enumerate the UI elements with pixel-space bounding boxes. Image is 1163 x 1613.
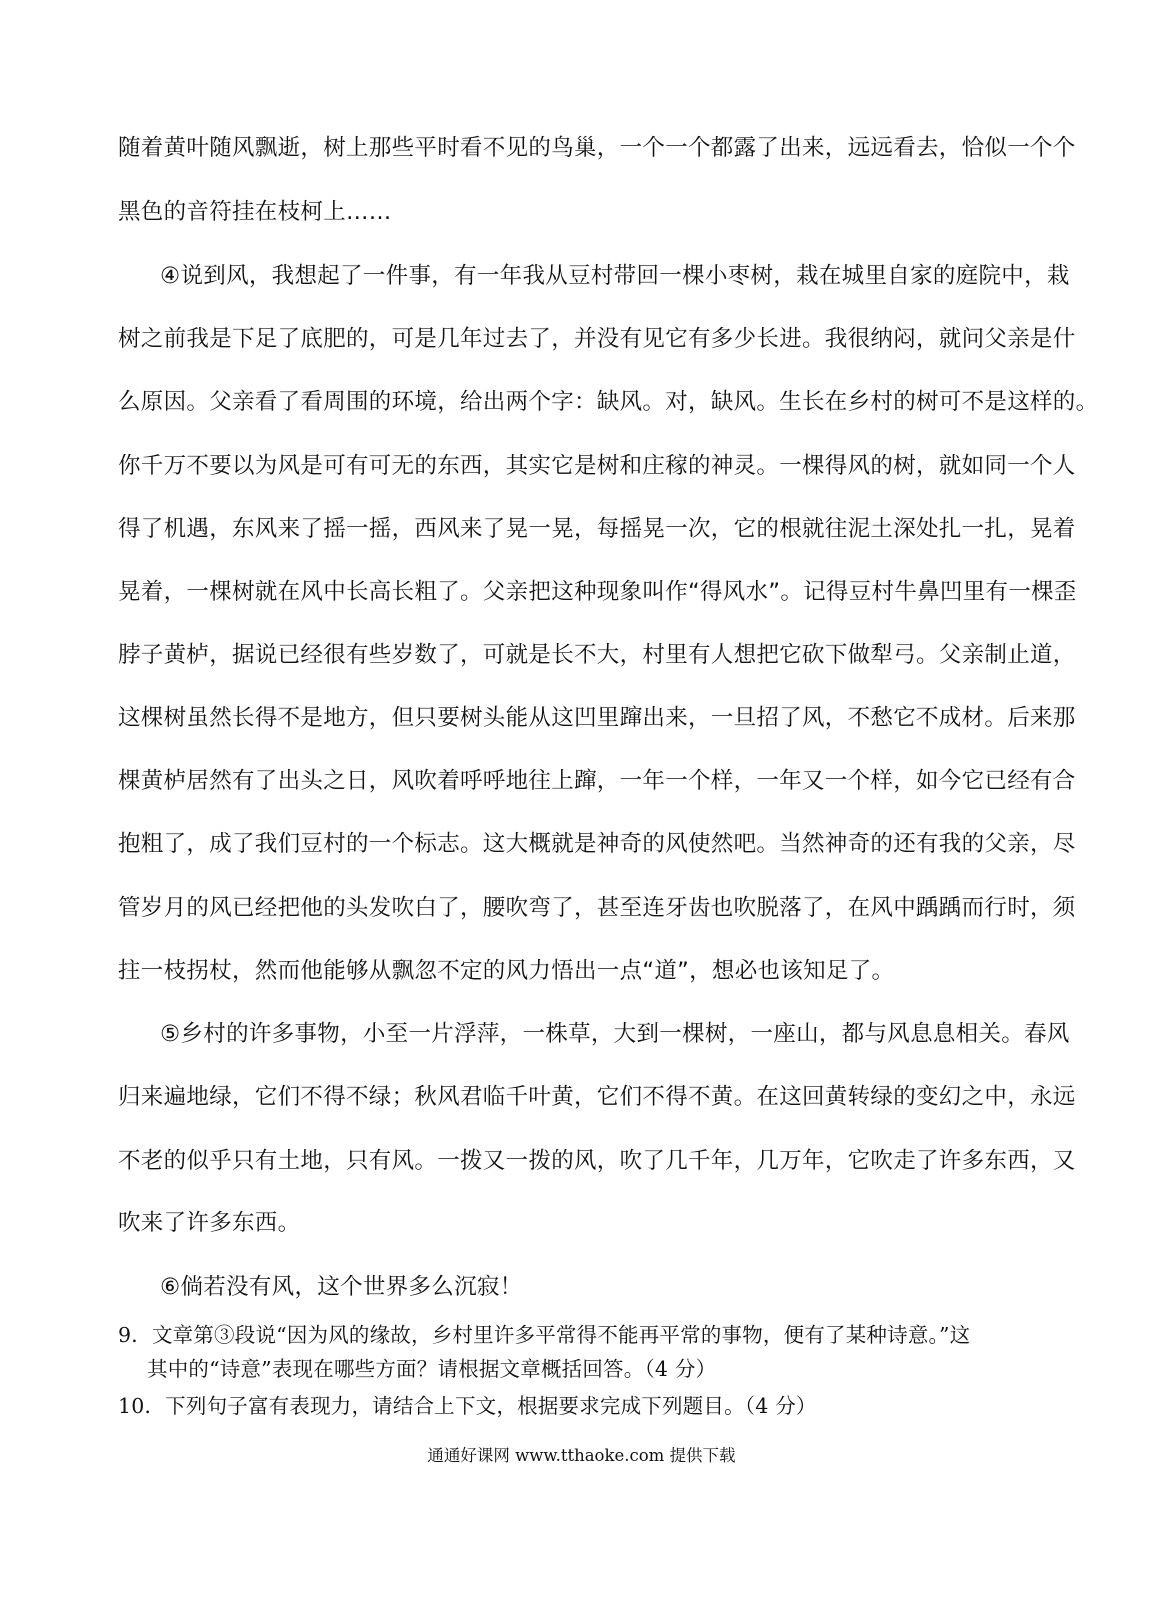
passage-line: 不老的似乎只有土地，只有风。一拨又一拨的风，吹了几千年，几万年，它吹走了许多东西，又	[118, 1148, 1076, 1174]
passage-line: 管岁月的风已经把他的头发吹白了，腰吹弯了，甚至连牙齿也吹脱落了，在风中踽踽而行时，须	[118, 895, 1076, 921]
passage-line: 随着黄叶随风飘逝，树上那些平时看不见的鸟巢，一个一个都露了出来，远远看去，恰似一个个	[118, 135, 1076, 161]
passage-line: 归来遍地绿，它们不得不绿；秋风君临千叶黄，它们不得不黄。在这回黄转绿的变幻之中，永远	[118, 1084, 1076, 1110]
passage-line: 晃着，一棵树就在风中长高长粗了。父亲把这种现象叫作“得风水”。记得豆村牛鼻凹里有一棵歪	[118, 579, 1077, 605]
passage-line: ④说到风，我想起了一件事，有一年我从豆村带回一棵小枣树，栽在城里自家的庭院中，栽	[160, 263, 1070, 289]
passage-line: ⑤乡村的许多事物，小至一片浮萍，一株草，大到一棵树，一座山，都与风息息相关。春风	[160, 1021, 1070, 1047]
question-10: 10．下列句子富有表现力，请结合上下文，根据要求完成下列题目。（4 分）	[118, 1394, 817, 1418]
passage-line: 抱粗了，成了我们豆村的一个标志。这大概就是神奇的风使然吧。当然神奇的还有我的父亲，尽	[118, 831, 1076, 857]
page-footer: 通通好课网 www.tthaoke.com 提供下载	[427, 1446, 736, 1465]
question-9-line-2: 其中的“诗意”表现在哪些方面？请根据文章概括回答。（4 分）	[147, 1357, 717, 1381]
passage-line: 树之前我是下足了底肥的，可是几年过去了，并没有见它有多少长进。我很纳闷，就问父亲是什	[118, 326, 1076, 352]
passage-line: 棵黄栌居然有了出头之日，风吹着呼呼地往上蹿，一年一个样，一年又一个样，如今它已经有合	[118, 768, 1076, 794]
passage-line: 你千万不要以为风是可有可无的东西，其实它是树和庄稼的神灵。一棵得风的树，就如同一个人	[118, 453, 1076, 479]
passage-line: 吹来了许多东西。	[118, 1210, 301, 1236]
passage-line: 拄一枝拐杖，然而他能够从飘忽不定的风力悟出一点“道”，想必也该知足了。	[118, 958, 895, 984]
passage-line: 这棵树虽然长得不是地方，但只要树头能从这凹里蹿出来，一旦招了风，不愁它不成材。后来那	[118, 705, 1076, 731]
question-9-line-1: 9．文章第③段说“因为风的缘故，乡村里许多平常得不能再平常的事物，便有了某种诗意。”这	[118, 1323, 971, 1347]
passage-line: 么原因。父亲看了看周围的环境，给出两个字：缺风。对，缺风。生长在乡村的树可不是这样的。	[118, 389, 1099, 415]
passage-line: 黑色的音符挂在枝柯上……	[118, 199, 392, 225]
passage-line: ⑥倘若没有风，这个世界多么沉寂！	[160, 1274, 523, 1300]
passage-line: 脖子黄栌，据说已经很有些岁数了，可就是长不大，村里有人想把它砍下做犁弓。父亲制止道，	[118, 642, 1076, 668]
passage-line: 得了机遇，东风来了摇一摇，西风来了晃一晃，每摇晃一次，它的根就往泥土深处扎一扎，晃着	[118, 516, 1076, 542]
